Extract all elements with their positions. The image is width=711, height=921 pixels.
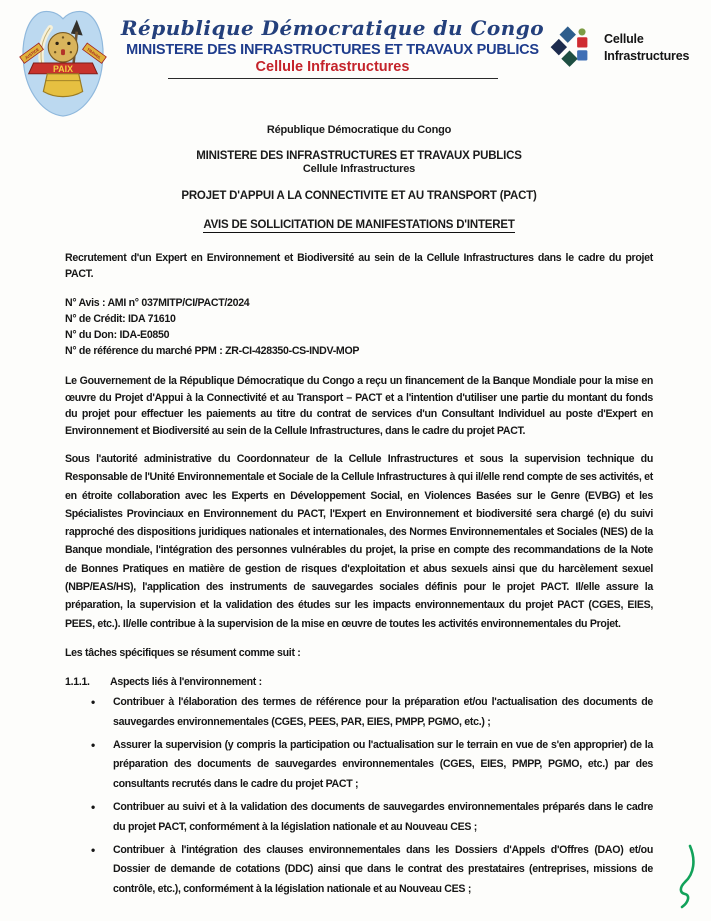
tasks-intro: Les tâches spécifiques se résument comme suit :: [65, 646, 301, 659]
ref-credit: N° de Crédit: IDA 71610: [65, 313, 176, 325]
paragraph-responsibilities: Sous l'autorité administrative du Coordonnateur de la Cellule Infrastructures et sous la supervision technique du Responsable de l'Unité Environnementale et Sociale de la Cellule Infrastructures à qui il/elle rend compte de ses activités, et en étroite collaboration avec les Experts en Développement Social, en Violences Basées sur le Genre (EVBG) et les Spécialistes Provinciaux en Environnement du PACT, l'Expert en Environnement et biodiversité sera chargé (e) du suivi rapproché des dispositions juridiques nationales et internationales, des Normes Environnementales et Sociales (NES) de la Banque mondiale, l'intégration des personnes vulnérables du projet, la prise en compte des recommandations de la Note de Bonnes Pratiques en matière de gestion de risques d'exploitation et abus sexuels ainsi que du harcèlement sexuel (NBP/EAS/HS), l'application des instruments de sauvegardes sociales définis pour le projet PACT. Il/elle assure la préparation, la supervision et la validation des études sur les impacts environnementaux du projet PACT (CGES, EIES, PEES, etc.). Il/elle contribue à la supervision de la mise en œuvre de toutes les activités environnementales du Projet.: [65, 453, 653, 630]
document-body: [0, 110, 711, 900]
logo-line2: Infrastructures: [604, 49, 690, 63]
title-project: PROJET D'APPUI A LA CONNECTIVITE ET AU TRANSPORT (PACT): [181, 190, 537, 202]
letterhead-center: [116, 8, 549, 79]
coa-motto-justice: JUSTICE: [23, 46, 40, 61]
ref-don: N° du Don: IDA-E0850: [65, 329, 170, 341]
letterhead: [0, 0, 711, 110]
cellule-logo-icon: [549, 24, 599, 72]
letterhead-rule: [168, 78, 498, 79]
logo-wordmark: [604, 31, 689, 65]
coa-motto-paix: PAIX: [53, 63, 73, 74]
task-bullet: • Contribuer à l'intégration des clauses environnementales dans les Dossiers d'Appels d'Offres (DAO) et/ou Dossier de demande de cotations (DDC) ainsi que dans le contrat des prestataires (entreprises, missions de contrôle, etc.), conformément à la législation nationale et au Nouveau CES ;: [65, 841, 653, 900]
notice-title-text: AVIS DE SOLLICITATION DE MANIFESTATIONS D'INTERET: [203, 219, 515, 231]
task-bullet: • Contribuer à l'élaboration des termes de référence pour la préparation et/ou l'actualisation des documents de sauvegardes environnementales (CGES, PEES, PAR, EIES, PMPP, PGMO, etc.) ;: [65, 693, 653, 733]
ref-marche: N° de référence du marché PPM : ZR-CI-428350-CS-INDV-MOP: [65, 345, 360, 357]
letterhead-ministry: MINISTERE DES INFRASTRUCTURES ET TRAVAUX PUBLICS: [126, 42, 539, 58]
notice-title: [65, 219, 653, 231]
task-bullet-list: [65, 693, 653, 900]
reference-block: [65, 295, 653, 359]
cellule-infrastructures-logo: [549, 8, 701, 72]
drc-coat-of-arms-icon: [12, 8, 116, 123]
subject-paragraph: Recrutement d'un Expert en Environnement et Biodiversité au sein de la Cellule Infrastructures dans le cadre du projet PACT.: [65, 252, 653, 280]
task-bullet: • Assurer la supervision (y compris la participation ou l'actualisation sur le terrain en vue de s'en approprier) de la préparation des documents de sauvegardes environnementales (CGES, EIES, PMPP, PGMO, etc.) par des consultants recrutés dans le cadre du projet PACT ;: [65, 736, 653, 795]
section-title: Aspects liés à l'environnement :: [110, 675, 262, 688]
task-bullet: • Contribuer au suivi et à la validation des documents de sauvegardes environnementales préparés dans le cadre du projet PACT, conformément à la législation nationale et au Nouveau CES ;: [65, 798, 653, 838]
ref-avis: N° Avis : AMI n° 037MITP/CI/PACT/2024: [65, 297, 250, 309]
handwritten-pen-mark-icon: [671, 844, 699, 915]
coa-motto-travail: TRAVAIL: [86, 46, 103, 61]
logo-line1: Cellule: [604, 32, 644, 47]
title-ministry: MINISTERE DES INFRASTRUCTURES ET TRAVAUX PUBLICS: [196, 150, 522, 162]
section-number: 1.1.1.: [65, 675, 90, 688]
title-country: République Démocratique du Congo: [266, 124, 452, 136]
letterhead-country-script: République Démocratique du Congo: [120, 16, 545, 40]
paragraph-financing: Le Gouvernement de la République Démocratique du Congo a reçu un financement de la Banque Mondiale pour la mise en œuvre du Projet d'Appui à la Connectivité et au Transport – PACT et a l'intention d'utiliser une partie du montant du fonds du projet pour effectuer les paiements au titre du contrat de services d'un Consultant Individuel au poste d'Expert en Environnement et Biodiversité au sein de la Cellule Infrastructures, dans le cadre du projet PACT.: [65, 375, 653, 437]
title-unit: Cellule Infrastructures: [302, 163, 416, 175]
letterhead-unit: Cellule Infrastructures: [255, 59, 410, 75]
section-heading: [65, 676, 653, 688]
